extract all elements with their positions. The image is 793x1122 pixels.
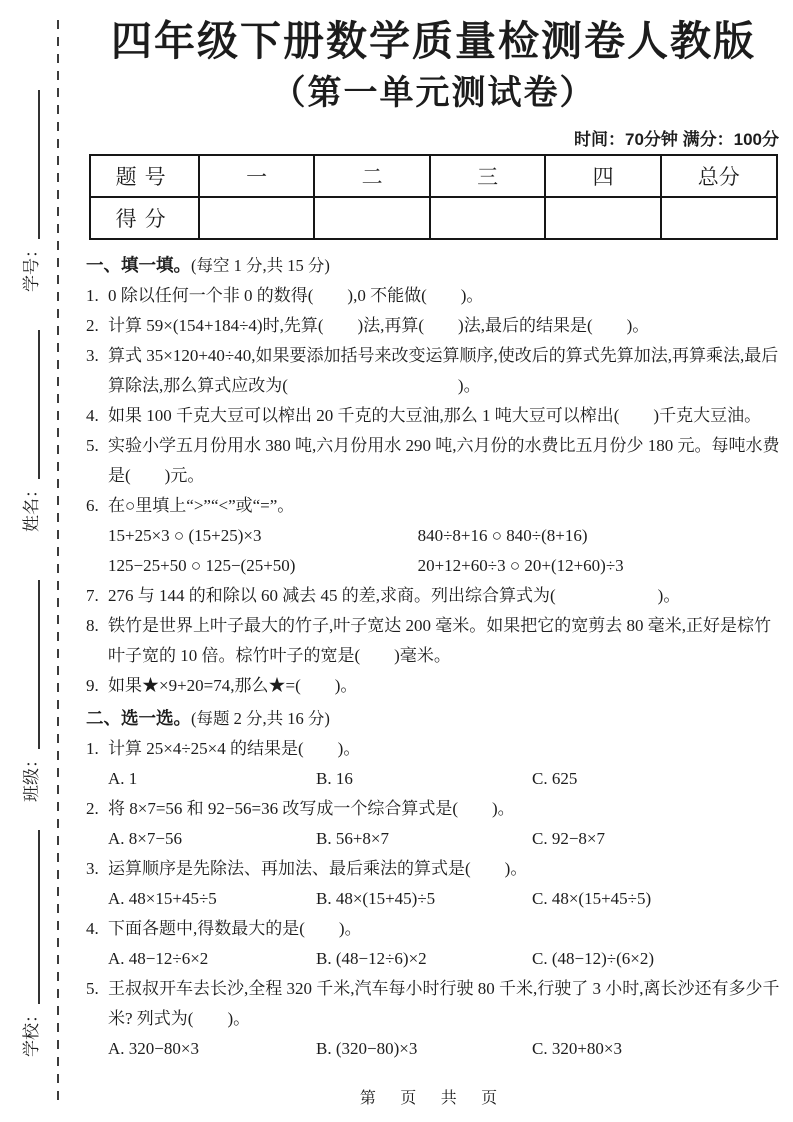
- question-number: 1.: [86, 738, 99, 758]
- question-text: 0 除以任何一个非 0 的数得( ),0 不能做( )。: [108, 285, 484, 305]
- question-text: 算式 35×120+40÷40,如果要添加括号来改变运算顺序,使改后的算式先算加法,再算乘法,最后算除法,那么算式应改为( )。: [108, 345, 779, 395]
- school-field: [20, 830, 44, 1057]
- score-col-4: 四: [545, 155, 661, 197]
- page-subtitle: （第一单元测试卷）: [271, 74, 596, 113]
- question-text: 运算顺序是先除法、再加法、最后乘法的算式是( )。: [108, 858, 528, 878]
- question-number: 9.: [86, 675, 99, 695]
- option-b[interactable]: B. 16: [316, 768, 353, 788]
- student-number-field: [20, 90, 44, 292]
- name-field: [20, 330, 44, 532]
- question-text: 276 与 144 的和除以 60 减去 45 的差,求商。列出综合算式为( )。: [108, 585, 681, 605]
- name-label: 姓名：: [22, 481, 41, 532]
- score-table-header-row: [90, 155, 776, 197]
- question-text: 实验小学五月份用水 380 吨,六月份用水 290 吨,六月份的水费比五月份少 180 元。每吨水费是( )元。: [108, 435, 780, 485]
- score-col-2: 二: [314, 155, 430, 197]
- option-a[interactable]: A. 1: [108, 768, 138, 788]
- school-label: 学校：: [22, 1006, 41, 1057]
- score-table-score-row: [90, 197, 776, 239]
- question-number: 6.: [86, 495, 99, 515]
- question-text: 铁竹是世界上叶子最大的竹子,叶子宽达 200 毫米。如果把它的宽剪去 80 毫米,正好是棕竹叶子宽的 10 倍。棕竹叶子的宽是( )毫米。: [108, 615, 771, 665]
- option-a[interactable]: A. 8×7−56: [108, 828, 182, 848]
- question-number: 5.: [86, 978, 99, 998]
- score-table: [89, 154, 777, 240]
- question-text: 如果★×9+20=74,那么★=( )。: [108, 675, 358, 695]
- page-footer: 第 页 共 页: [359, 1090, 508, 1107]
- option-a[interactable]: A. 48−12÷6×2: [108, 948, 209, 968]
- section-fill-header: [86, 250, 781, 281]
- paper-content: [86, 0, 781, 1064]
- question-number-label: 题号: [90, 155, 198, 197]
- comparison-expression-2[interactable]: 840÷8+16 ○ 840÷(8+16): [417, 525, 588, 545]
- option-c[interactable]: C. 48×(15+45÷5): [532, 888, 652, 908]
- fill-question-6: [86, 491, 781, 521]
- fill-question-5: [86, 431, 781, 491]
- section-fill-note: (每空 1 分,共 15 分): [191, 255, 330, 275]
- question-number: 2.: [86, 315, 99, 335]
- section-choice-title: 二、选一选。: [86, 707, 191, 728]
- option-c[interactable]: C. 625: [532, 768, 578, 788]
- question-number: 2.: [86, 798, 99, 818]
- option-a[interactable]: A. 48×15+45÷5: [108, 888, 217, 908]
- school-blank[interactable]: [38, 830, 40, 1004]
- binding-dashed-line: [57, 20, 59, 1104]
- question-text: 计算 59×(154+184÷4)时,先算( )法,再算( )法,最后的结果是( )。: [108, 315, 650, 335]
- question-text: 如果 100 千克大豆可以榨出 20 千克的大豆油,那么 1 吨大豆可以榨出( )千克大豆油。: [108, 405, 762, 425]
- fill-question-9: [86, 671, 781, 701]
- option-c[interactable]: C. 320+80×3: [532, 1038, 623, 1058]
- comparison-expression-1[interactable]: 15+25×3 ○ (15+25)×3: [108, 525, 262, 545]
- question-number: 7.: [86, 585, 99, 605]
- fill-question-8: [86, 611, 781, 671]
- fill-question-2: [86, 311, 781, 341]
- choice-question-3: [86, 854, 781, 884]
- score-cell-1[interactable]: [199, 197, 315, 239]
- score-cell-total[interactable]: [661, 197, 777, 239]
- choice-question-2-options: [86, 824, 781, 854]
- fill-question-7: [86, 581, 781, 611]
- question-number: 4.: [86, 405, 99, 425]
- score-cell-2[interactable]: [314, 197, 430, 239]
- choice-question-5: [86, 974, 781, 1034]
- score-cell-4[interactable]: [545, 197, 661, 239]
- student-number-blank[interactable]: [38, 90, 40, 239]
- score-col-3: 三: [430, 155, 546, 197]
- question-text: 在○里填上“>”“<”或“=”。: [108, 495, 295, 515]
- question-number: 3.: [86, 345, 99, 365]
- section-choice-note: (每题 2 分,共 16 分): [191, 708, 330, 728]
- score-col-total: 总分: [661, 155, 777, 197]
- comparison-expression-3[interactable]: 125−25+50 ○ 125−(25+50): [108, 555, 296, 575]
- question-number: 5.: [86, 435, 99, 455]
- question-text: 下面各题中,得数最大的是( )。: [108, 918, 362, 938]
- question-number: 8.: [86, 615, 99, 635]
- option-c[interactable]: C. (48−12)÷(6×2): [532, 948, 654, 968]
- option-a[interactable]: A. 320−80×3: [108, 1038, 199, 1058]
- question-number: 3.: [86, 858, 99, 878]
- choice-question-1: [86, 734, 781, 764]
- time-and-total-score: 时间：70分钟 满分：100分: [574, 129, 779, 149]
- comparison-expression-4[interactable]: 20+12+60÷3 ○ 20+(12+60)÷3: [417, 555, 624, 575]
- page-title: 四年级下册数学质量检测卷人教版: [111, 18, 756, 64]
- option-b[interactable]: B. 48×(15+45)÷5: [316, 888, 436, 908]
- option-b[interactable]: B. (48−12÷6)×2: [316, 948, 427, 968]
- question-text: 计算 25×4÷25×4 的结果是( )。: [108, 738, 361, 758]
- class-label: 班级：: [22, 751, 41, 802]
- choice-question-2: [86, 794, 781, 824]
- fill-question-6-expressions: [86, 521, 781, 581]
- choice-question-4: [86, 914, 781, 944]
- section-fill-title: 一、填一填。: [86, 254, 191, 275]
- fill-question-4: [86, 401, 781, 431]
- option-b[interactable]: B. (320−80)×3: [316, 1038, 418, 1058]
- option-c[interactable]: C. 92−8×7: [532, 828, 606, 848]
- score-cell-3[interactable]: [430, 197, 546, 239]
- choice-question-4-options: [86, 944, 781, 974]
- fill-question-1: [86, 281, 781, 311]
- name-blank[interactable]: [38, 330, 40, 479]
- choice-question-1-options: [86, 764, 781, 794]
- question-text: 王叔叔开车去长沙,全程 320 千米,汽车每小时行驶 80 千米,行驶了 3 小时,离长沙还有多少千米? 列式为( )。: [108, 978, 780, 1028]
- choice-question-3-options: [86, 884, 781, 914]
- class-blank[interactable]: [38, 580, 40, 749]
- score-col-1: 一: [199, 155, 315, 197]
- class-field: [20, 580, 44, 802]
- score-label: 得分: [90, 197, 198, 239]
- question-number: 4.: [86, 918, 99, 938]
- student-number-label: 学号：: [22, 241, 41, 292]
- fill-question-3: [86, 341, 781, 401]
- section-choice-header: [86, 703, 781, 734]
- option-b[interactable]: B. 56+8×7: [316, 828, 390, 848]
- question-number: 1.: [86, 285, 99, 305]
- question-text: 将 8×7=56 和 92−56=36 改写成一个综合算式是( )。: [108, 798, 515, 818]
- choice-question-5-options: [86, 1034, 781, 1064]
